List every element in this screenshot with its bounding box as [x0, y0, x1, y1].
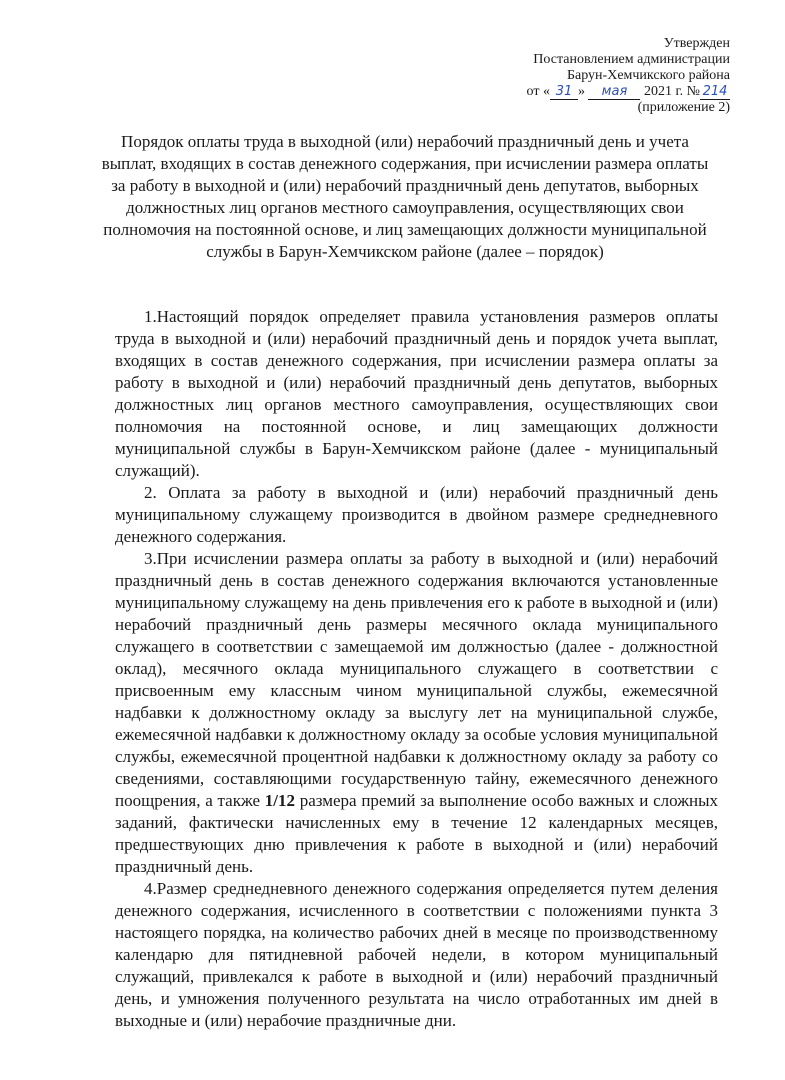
- approval-line-5: (приложение 2): [637, 100, 730, 115]
- date-month: мая: [601, 84, 628, 99]
- date-year: 2021 г. №: [643, 84, 700, 99]
- date-day: 31: [555, 84, 573, 99]
- document-body: [115, 306, 718, 1032]
- paragraph-1: 1.Настоящий порядок определяет правила установления размеров оплаты труда в выходной и (или) нерабочий праздничный день и порядок учета выплат, входящих в состав денежного содержания, при исчислении размера оплаты за работу в выходной и (или) нерабочий праздничный день депутатов, выборных должностных лиц органов местного самоуправления, осуществляющих свои полномочия на постоянной основе, и лиц замещающих должности муниципальной службы в Барун-Хемчикском районе (далее - муниципальный служащий).: [115, 307, 718, 480]
- date-mid: »: [577, 84, 585, 99]
- approval-line-2: Постановлением администрации: [533, 52, 730, 67]
- paragraph-3-text-a: 3.При исчислении размера оплаты за работу в выходной и (или) нерабочий праздничный день в состав денежного содержания включаются установленные муниципальному служащему на день привлечения его к работе в выходной и (или) нерабочий праздничный день размеры месячного оклада муниципального служащего в соответствии с замещаемой им должностью (далее - должностной оклад), месячного оклада муниципального служащего в соответствии с присвоенным ему классным чином муниципальной службы, ежемесячной надбавки к должностному окладу за выслугу лет на муниципальной службе, ежемесячной надбавки к должностному окладу за особые условия муниципальной службы, ежемесячной процентной надбавки к должностному окладу за работу со сведениями, составляющими государственную тайну, ежемесячного денежного поощрения, а также: [115, 549, 718, 810]
- date-number: 214: [702, 84, 728, 99]
- paragraph-3-text-b: размера премий за выполнение особо важных и сложных заданий, фактически начисленных ему в течение 12 календарных месяцев, предшествующих дню привлечения к работе в выходной и (или) нерабочий праздничный день.: [115, 791, 718, 876]
- approval-line-1: Утвержден: [663, 36, 730, 51]
- paragraph-3-fraction: 1/12: [264, 791, 295, 810]
- date-prefix: от «: [526, 84, 550, 99]
- document-title: Порядок оплаты труда в выходной (или) нерабочий праздничный день и учета выплат, входящих в состав денежного содержания, при исчислении размера оплаты за работу в выходной и (или) нерабочий праздничный день депутатов, выборных должностных лиц органов местного самоуправления, осуществляющих свои полномочия на постоянной основе, и лиц замещающих должности муниципальной службы в Барун-Хемчикском районе (далее – порядок): [101, 132, 709, 261]
- approval-date-line: [527, 84, 730, 100]
- approval-stamp: [527, 36, 730, 116]
- paragraph-2: 2. Оплата за работу в выходной и (или) нерабочий праздничный день муниципальному служащему производится в двойном размере среднедневного денежного содержания.: [115, 483, 718, 546]
- approval-line-3: Барун-Хемчикского района: [566, 68, 730, 83]
- paragraph-4: 4.Размер среднедневного денежного содержания определяется путем деления денежного содержания, исчисленного в соответствии с положениями пункта 3 настоящего порядка, на количество рабочих дней в месяце по производственному календарю для пятидневной рабочей недели, в котором муниципальный служащий, привлекался к работе в выходной и (или) нерабочий праздничный день, и умножения полученного результата на число отработанных им дней в выходные и (или) нерабочие праздничные дни.: [115, 879, 718, 1030]
- paragraph-3: [115, 548, 718, 878]
